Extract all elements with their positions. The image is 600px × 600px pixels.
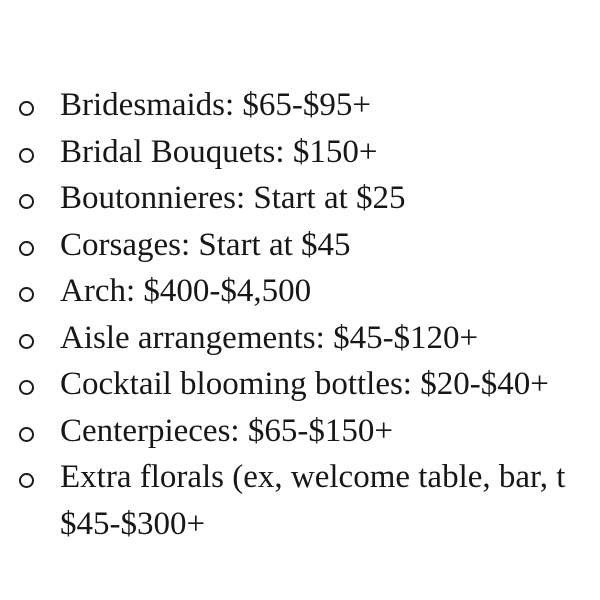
list-item bbox=[0, 454, 600, 547]
list-item-text: Bridesmaids: $65-$95+ bbox=[60, 87, 372, 123]
list-item bbox=[0, 82, 600, 129]
list-item-text: Cocktail blooming bottles: $20-$40+ bbox=[60, 366, 549, 402]
list-item-text: Arch: $400-$4,500 bbox=[60, 273, 312, 309]
list-item-text: Corsages: Start at $45 bbox=[60, 226, 351, 263]
list-item bbox=[0, 268, 600, 315]
circle-bullet-icon bbox=[19, 380, 34, 395]
list-item-text: Bridal Bouquets: $150+ bbox=[60, 133, 378, 170]
list-item bbox=[0, 408, 600, 455]
list-item-text: Aisle arrangements: $45-$120+ bbox=[60, 319, 479, 356]
list-item bbox=[0, 175, 600, 222]
circle-bullet-icon bbox=[19, 473, 34, 488]
circle-bullet-icon bbox=[19, 241, 34, 256]
circle-bullet-icon bbox=[19, 101, 34, 116]
list-item bbox=[0, 361, 600, 408]
circle-bullet-icon bbox=[19, 287, 34, 302]
list-item-text: Centerpieces: $65-$150+ bbox=[60, 412, 393, 449]
circle-bullet-icon bbox=[19, 427, 34, 442]
circle-bullet-icon bbox=[19, 148, 34, 163]
list-item bbox=[0, 315, 600, 362]
list-item-text: Boutonnieres: Start at $25 bbox=[60, 180, 406, 216]
circle-bullet-icon bbox=[19, 194, 34, 209]
list-item bbox=[0, 129, 600, 176]
list-item-text-line2: $45-$300+ bbox=[60, 505, 206, 542]
list-item bbox=[0, 222, 600, 269]
list-item-text: Extra florals (ex, welcome table, bar, t bbox=[60, 459, 566, 495]
circle-bullet-icon bbox=[19, 334, 34, 349]
pricing-list bbox=[0, 82, 600, 547]
